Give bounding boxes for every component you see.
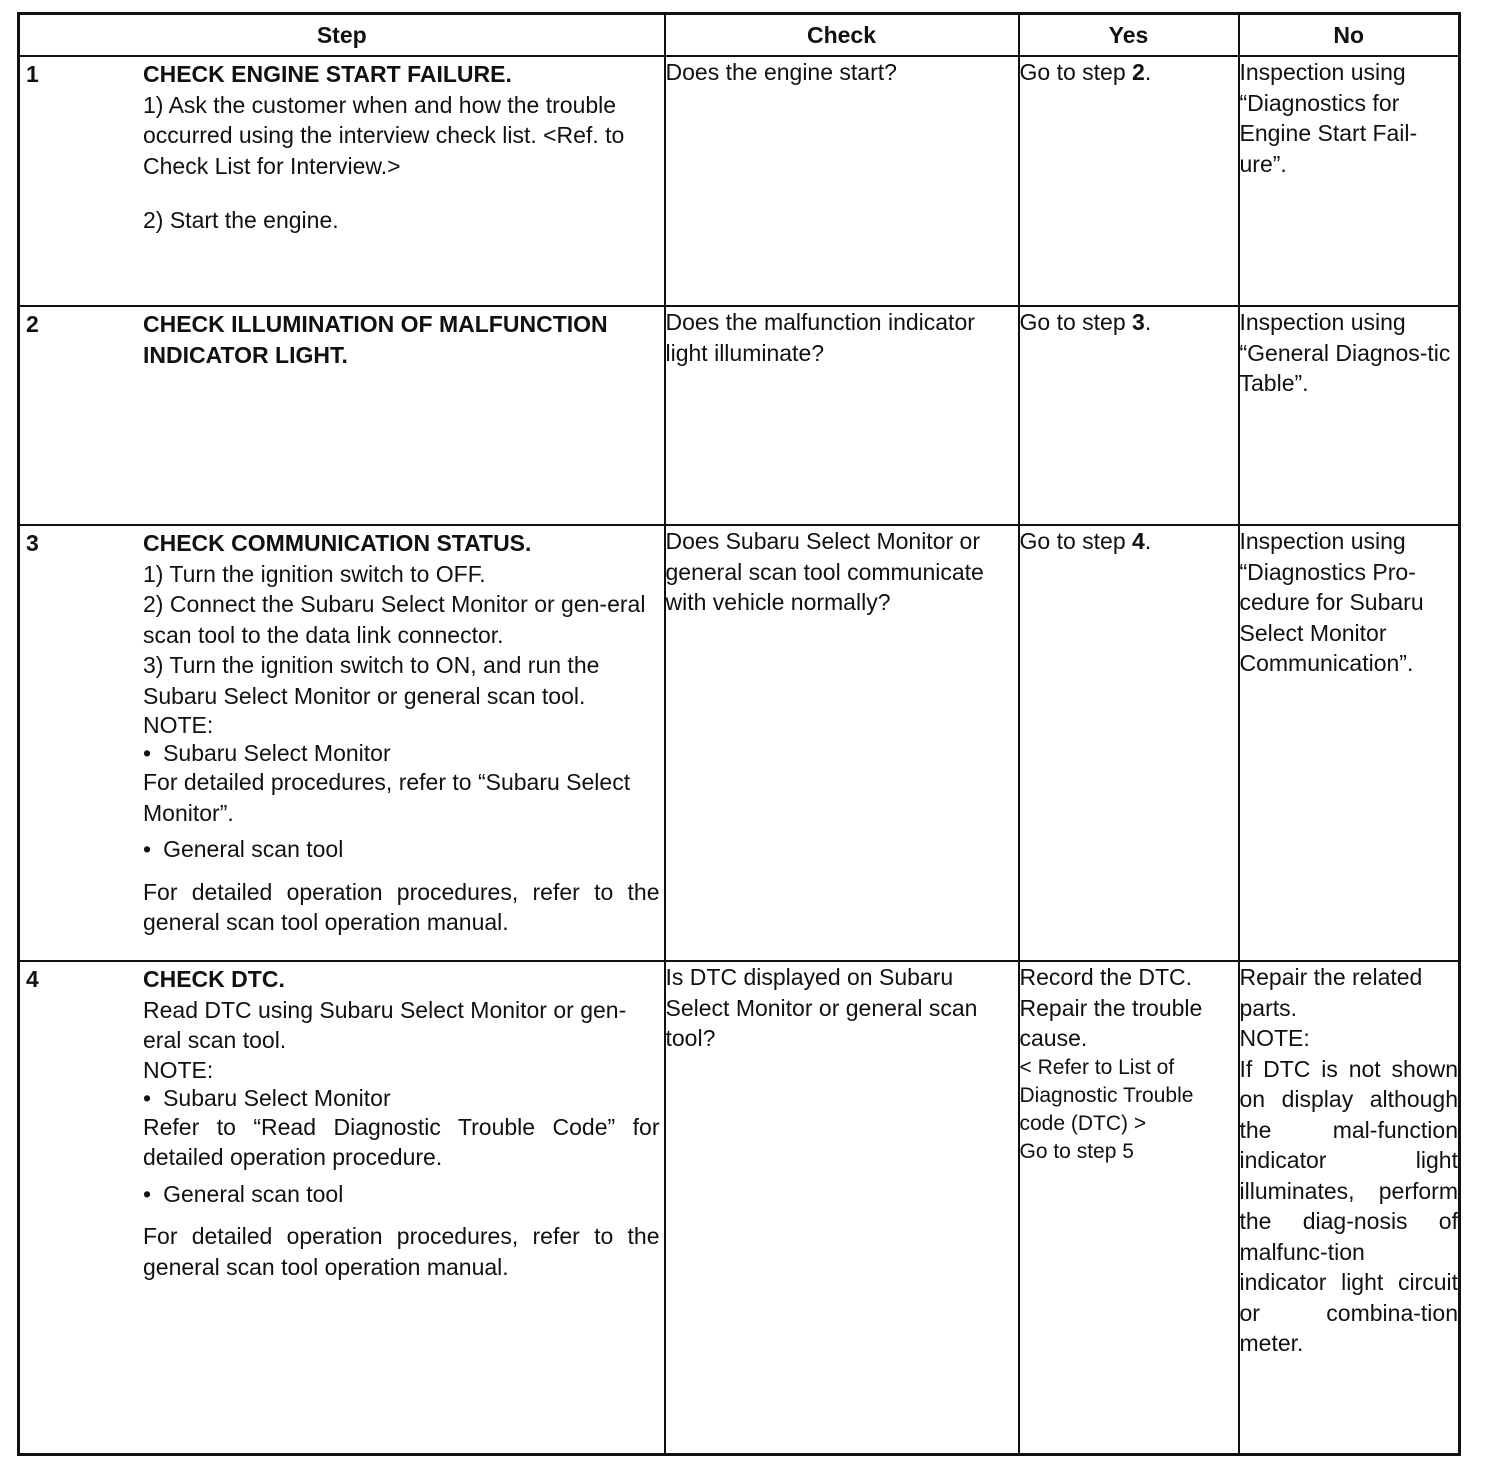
yes-reference: < Refer to List of Diagnostic Trouble code (DTC) > [1019, 1055, 1194, 1135]
step-cell [19, 56, 665, 306]
no-note-label: NOTE: [1239, 1025, 1310, 1051]
no-line: Repair the related parts. [1239, 964, 1423, 1021]
table-row [19, 306, 1460, 525]
note-bullet-label: General scan tool [163, 1180, 344, 1207]
note-bullet [143, 834, 660, 865]
table-row [19, 961, 1460, 1455]
table-header-row [19, 14, 1460, 57]
check-cell: Does Subaru Select Monitor or general scan tool communicate with vehicle normally? [665, 525, 1019, 961]
no-cell: Inspection using “Diagnostics for Engine Start Fail-ure”. [1239, 56, 1460, 306]
step-instruction: 1) Ask the customer when and how the trouble occurred using the interview check list. <Ref. to Check List for Interview.> [143, 91, 625, 179]
yes-suffix: . [1144, 59, 1152, 85]
step-number: 1 [26, 61, 39, 87]
yes-text: Go to step [1019, 309, 1133, 335]
yes-step-number: 4 [1132, 528, 1145, 554]
table-row [19, 56, 1460, 306]
step-number: 3 [26, 530, 39, 556]
yes-step-number: 2 [1132, 59, 1145, 85]
step-number: 2 [26, 311, 39, 337]
step-cell [19, 525, 665, 961]
step-title: CHECK DTC. [143, 966, 285, 992]
yes-line: Go to step 5 [1019, 1139, 1134, 1163]
step-instruction: 2) Connect the Subaru Select Monitor or gen-eral scan tool to the data link connector. [143, 591, 646, 648]
yes-line: Record the DTC. [1019, 964, 1193, 990]
header-check: Check [665, 14, 1019, 57]
step-instruction: 2) Start the engine. [143, 207, 339, 233]
header-step: Step [19, 14, 665, 57]
yes-step-number: 3 [1132, 309, 1145, 335]
step-instruction: 1) Turn the ignition switch to OFF. [143, 560, 486, 587]
yes-suffix: . [1144, 309, 1152, 335]
yes-text: Go to step [1019, 528, 1133, 554]
note-text: For detailed operation procedures, refer to the general scan tool operation manual. [143, 878, 660, 935]
note-label: NOTE: [143, 1056, 214, 1083]
step-title: CHECK COMMUNICATION STATUS. [143, 530, 532, 556]
step-title: CHECK ILLUMINATION OF MALFUNCTION INDICATOR LIGHT. [143, 311, 608, 368]
yes-cell [1019, 961, 1239, 1455]
note-bullet-label: General scan tool [163, 836, 344, 862]
step-cell [19, 306, 665, 525]
check-cell: Does the malfunction indicator light illuminate? [665, 306, 1019, 525]
no-note-text: If DTC is not shown on display although the mal-function indicator light illuminates, perform the diag-nosis of malfunc-tion indicator light circuit or combina-tion meter. [1239, 1055, 1458, 1356]
step-instruction: 3) Turn the ignition switch to ON, and run the Subaru Select Monitor or general scan tool. [143, 652, 600, 709]
no-cell [1239, 961, 1460, 1455]
yes-line: Repair the trouble cause. [1019, 994, 1203, 1051]
yes-cell [1019, 525, 1239, 961]
no-cell: Inspection using “General Diagnos-tic Table”. [1239, 306, 1460, 525]
note-bullet-label: Subaru Select Monitor [163, 1084, 391, 1111]
note-bullet-label: Subaru Select Monitor [163, 740, 391, 766]
check-cell: Is DTC displayed on Subaru Select Monitor or general scan tool? [665, 961, 1019, 1455]
note-text: Refer to “Read Diagnostic Trouble Code” for detailed operation procedure. [143, 1113, 660, 1170]
note-bullet [143, 1084, 660, 1112]
no-cell: Inspection using “Diagnostics Pro-cedure for Subaru Select Monitor Communication”. [1239, 525, 1460, 961]
note-bullet [143, 1179, 660, 1210]
step-cell [19, 961, 665, 1455]
note-label: NOTE: [143, 712, 214, 738]
check-cell: Does the engine start? [665, 56, 1019, 306]
step-instruction: Read DTC using Subaru Select Monitor or gen-eral scan tool. [143, 996, 627, 1053]
step-number: 4 [26, 966, 39, 992]
step-title: CHECK ENGINE START FAILURE. [143, 61, 512, 87]
yes-text: Go to step [1019, 59, 1133, 85]
note-text: For detailed operation procedures, refer to the general scan tool operation manual. [143, 1223, 660, 1280]
yes-cell [1019, 306, 1239, 525]
note-bullet [143, 739, 660, 767]
header-yes: Yes [1019, 14, 1239, 57]
diagnostic-table [17, 12, 1461, 1456]
table-row [19, 525, 1460, 961]
yes-suffix: . [1144, 528, 1152, 554]
yes-cell [1019, 56, 1239, 306]
header-no: No [1239, 14, 1460, 57]
note-text: For detailed procedures, refer to “Subaru Select Monitor”. [143, 769, 631, 826]
